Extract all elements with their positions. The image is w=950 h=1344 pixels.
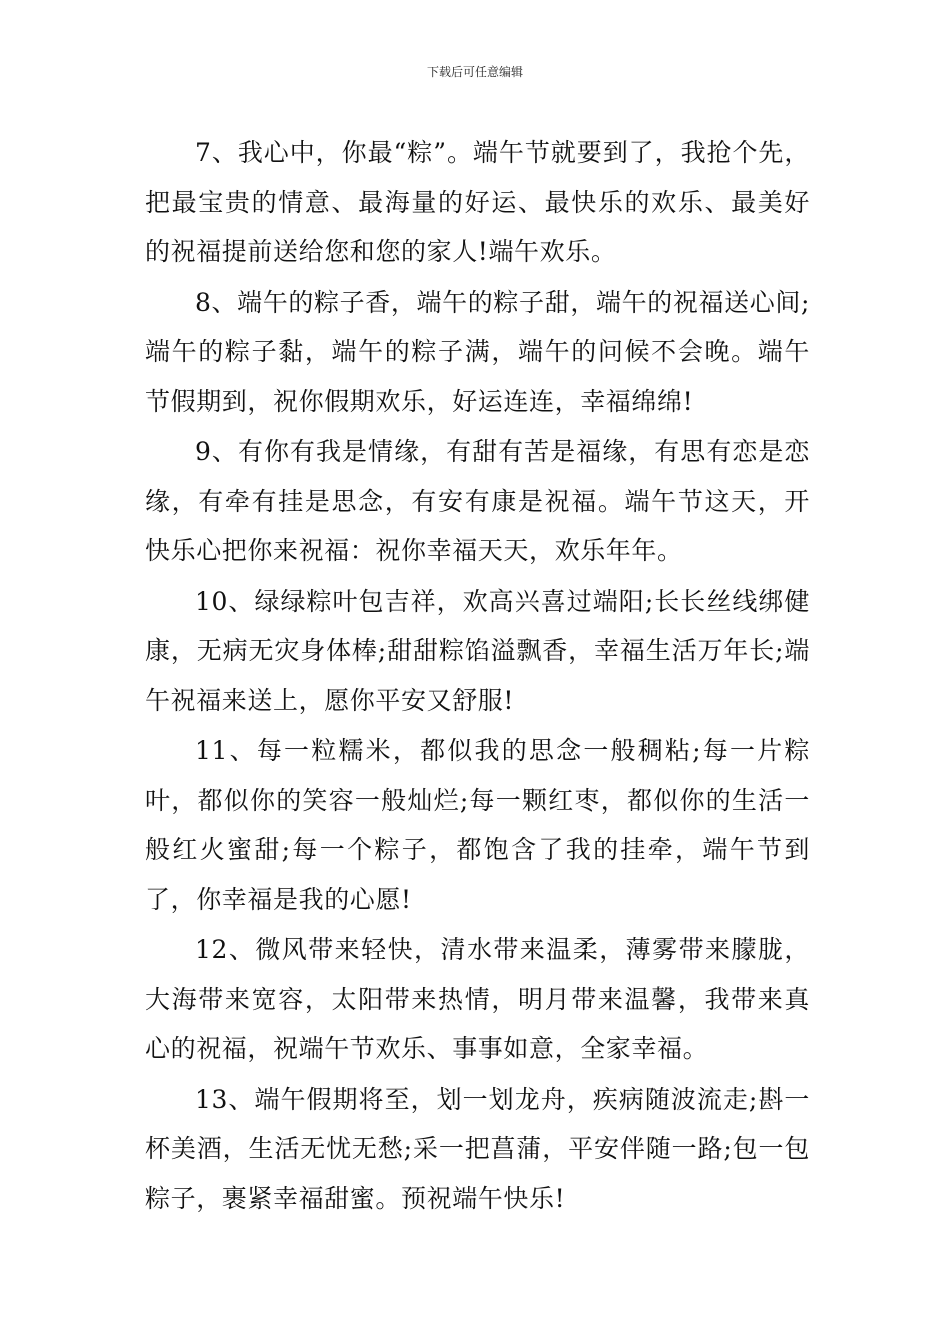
paragraph-11: 11、每一粒糯米，都似我的思念一般稠粘;每一片粽叶，都似你的笑容一般灿烂;每一颗红枣，都似你的生活一般红火蜜甜;每一个粽子，都饱含了我的挂牵，端午节到了，你幸福是我的心愿!: [145, 736, 810, 914]
paragraph-12: 12、微风带来轻快，清水带来温柔，薄雾带来朦胧，大海带来宽容，太阳带来热情，明月带来温馨，我带来真心的祝福，祝端午节欢乐、事事如意，全家幸福。: [145, 935, 810, 1063]
paragraph-9: 9、有你有我是情缘，有甜有苦是福缘，有思有恋是恋缘，有牵有挂是思念，有安有康是祝福。端午节这天，开快乐心把你来祝福：祝你幸福天天，欢乐年年。: [145, 437, 810, 565]
page-header-note: 下载后可任意编辑: [426, 65, 523, 79]
document-body: [145, 128, 810, 1224]
paragraph-7: 7、我心中，你最“粽”。端午节就要到了，我抢个先，把最宝贵的情意、最海量的好运、最快乐的欢乐、最美好的祝福提前送给您和您的家人!端午欢乐。: [145, 138, 810, 266]
paragraph-13: 13、端午假期将至，划一划龙舟，疾病随波流走;斟一杯美酒，生活无忧无愁;采一把菖蒲，平安伴随一路;包一包粽子，裹紧幸福甜蜜。预祝端午快乐!: [145, 1084, 810, 1213]
paragraph-8: 8、端午的粽子香，端午的粽子甜，端午的祝福送心间;端午的粽子黏，端午的粽子满，端午的问候不会晚。端午节假期到，祝你假期欢乐，好运连连，幸福绵绵!: [145, 287, 810, 416]
paragraph-10: 10、绿绿粽叶包吉祥，欢高兴喜过端阳;长长丝线绑健康，无病无灾身体棒;甜甜粽馅溢飘香，幸福生活万年长;端午祝福来送上，愿你平安又舒服!: [145, 586, 810, 715]
